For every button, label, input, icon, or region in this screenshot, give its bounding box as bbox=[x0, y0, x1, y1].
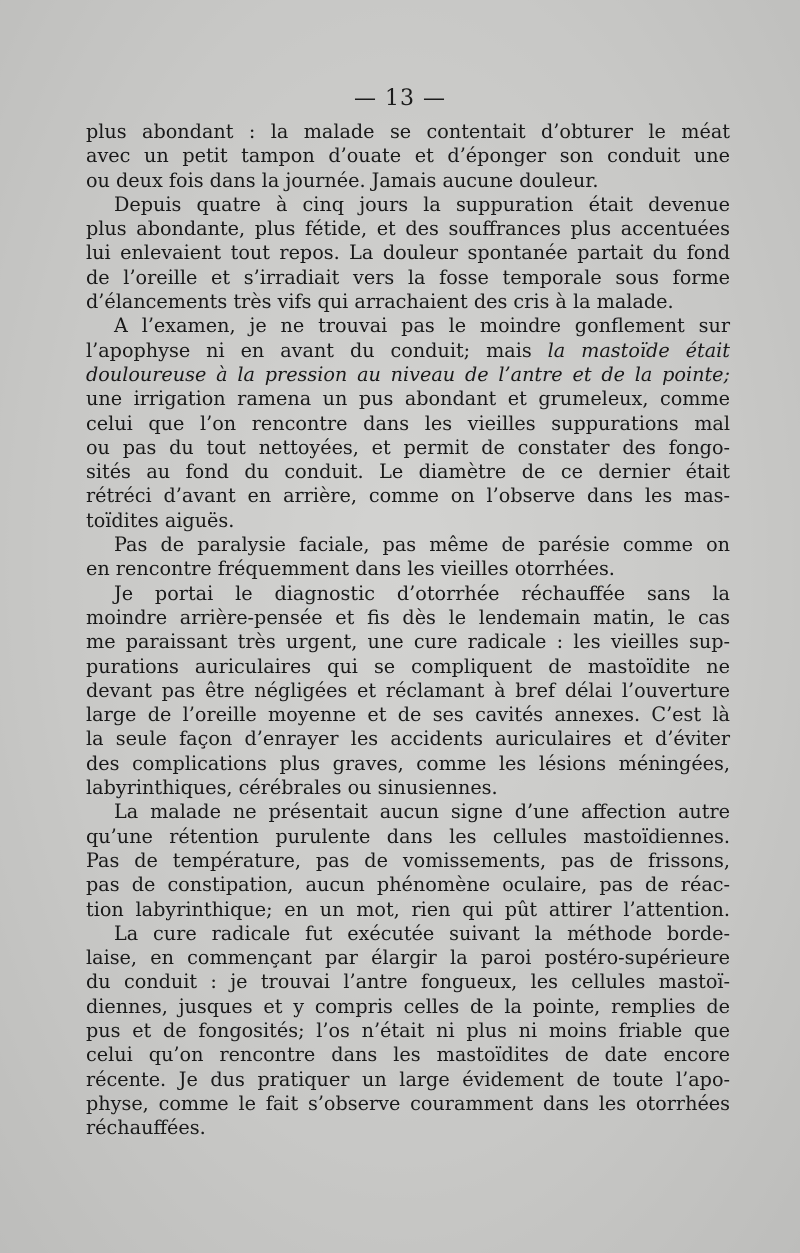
text-line: Pas de température, pas de vomissements, pas de frissons, bbox=[86, 848, 730, 872]
text-line-with-italic bbox=[86, 339, 730, 363]
text-line: réchauffées. bbox=[86, 1116, 206, 1140]
text-line: moindre arrière-pensée et fis dès le lendemain matin, le cas bbox=[86, 605, 730, 629]
text-line: en rencontre fréquemment dans les vieilles otorrhées. bbox=[86, 557, 615, 581]
text-line: une irrigation ramena un pus abondant et grumeleux, comme bbox=[86, 387, 730, 411]
text-line: Je portai le diagnostic d’otorrhée réchauffée sans la bbox=[114, 581, 730, 605]
text-line: la seule façon d’enrayer les accidents auriculaires et d’éviter bbox=[86, 727, 730, 751]
text-line: ou pas du tout nettoyées, et permit de constater des fongo- bbox=[86, 435, 730, 459]
text-line: du conduit : je trouvai l’antre fongueux, les cellules mastoï- bbox=[86, 970, 730, 994]
italic-text: douloureuse à la pression au niveau de l’antre et de la pointe; bbox=[86, 362, 730, 386]
text-line: laise, en commençant par élargir la paroi postéro-supérieure bbox=[86, 946, 730, 970]
text-line: me paraissant très urgent, une cure radicale : les vieilles sup- bbox=[86, 630, 730, 654]
text-line: labyrinthiques, cérébrales ou sinusiennes. bbox=[86, 776, 498, 800]
text-line: purations auriculaires qui se compliquent de mastoïdite ne bbox=[86, 654, 730, 678]
text-line: plus abondante, plus fétide, et des souffrances plus accentuées bbox=[86, 217, 730, 241]
text-line: qu’une rétention purulente dans les cellules mastoïdiennes. bbox=[86, 824, 730, 848]
text-line: La cure radicale fut exécutée suivant la méthode borde- bbox=[114, 921, 730, 945]
text-line: sités au fond du conduit. Le diamètre de ce dernier était bbox=[86, 460, 730, 484]
text-line: diennes, jusques et y compris celles de la pointe, remplies de bbox=[86, 994, 730, 1018]
page-number: — 13 — bbox=[354, 86, 446, 111]
text-line: lui enlevaient tout repos. La douleur spontanée partait du fond bbox=[86, 241, 730, 265]
text-line: large de l’oreille moyenne et de ses cavités annexes. C’est là bbox=[86, 703, 730, 727]
text-line: rétréci d’avant en arrière, comme on l’observe dans les mas- bbox=[86, 484, 730, 508]
text-line: des complications plus graves, comme les lésions méningées, bbox=[86, 751, 730, 775]
italic-text: la mastoïde était bbox=[547, 338, 730, 362]
text-line: Depuis quatre à cinq jours la suppuration était devenue bbox=[114, 192, 730, 216]
text-line: plus abondant : la malade se contentait d’obturer le méat bbox=[86, 120, 730, 143]
text-line: récente. Je dus pratiquer un large évidement de toute l’apo- bbox=[86, 1067, 730, 1091]
text-line: physe, comme le fait s’observe couramment dans les otorrhées bbox=[86, 1091, 730, 1115]
text-line: toïdites aiguës. bbox=[86, 508, 235, 532]
text-line: Pas de paralysie faciale, pas même de parésie comme on bbox=[114, 533, 730, 557]
text-line: de l’oreille et s’irradiait vers la fosse temporale sous forme bbox=[86, 265, 730, 289]
text-line: A l’examen, je ne trouvai pas le moindre gonflement sur bbox=[114, 314, 730, 338]
text-line: ou deux fois dans la journée. Jamais aucune douleur. bbox=[86, 168, 599, 192]
text-line: avec un petit tampon d’ouate et d’éponger son conduit une bbox=[86, 144, 730, 168]
body-text bbox=[86, 120, 730, 1140]
text-line: celui qu’on rencontre dans les mastoïdites de date encore bbox=[86, 1043, 730, 1067]
text-segment: l’apophyse ni en avant du conduit; mais bbox=[86, 338, 532, 362]
text-line: d’élancements très vifs qui arrachaient des cris à la malade. bbox=[86, 290, 674, 314]
text-line: tion labyrinthique; en un mot, rien qui pût attirer l’attention. bbox=[86, 897, 730, 921]
text-line: La malade ne présentait aucun signe d’une affection autre bbox=[114, 800, 730, 824]
text-line: celui que l’on rencontre dans les vieilles suppurations mal bbox=[86, 411, 730, 435]
text-line: pas de constipation, aucun phénomène oculaire, pas de réac- bbox=[86, 873, 730, 897]
text-line: pus et de fongosités; l’os n’était ni plus ni moins friable que bbox=[86, 1018, 730, 1042]
text-line: devant pas être négligées et réclamant à bref délai l’ouverture bbox=[86, 678, 730, 702]
italic-line bbox=[86, 363, 730, 387]
